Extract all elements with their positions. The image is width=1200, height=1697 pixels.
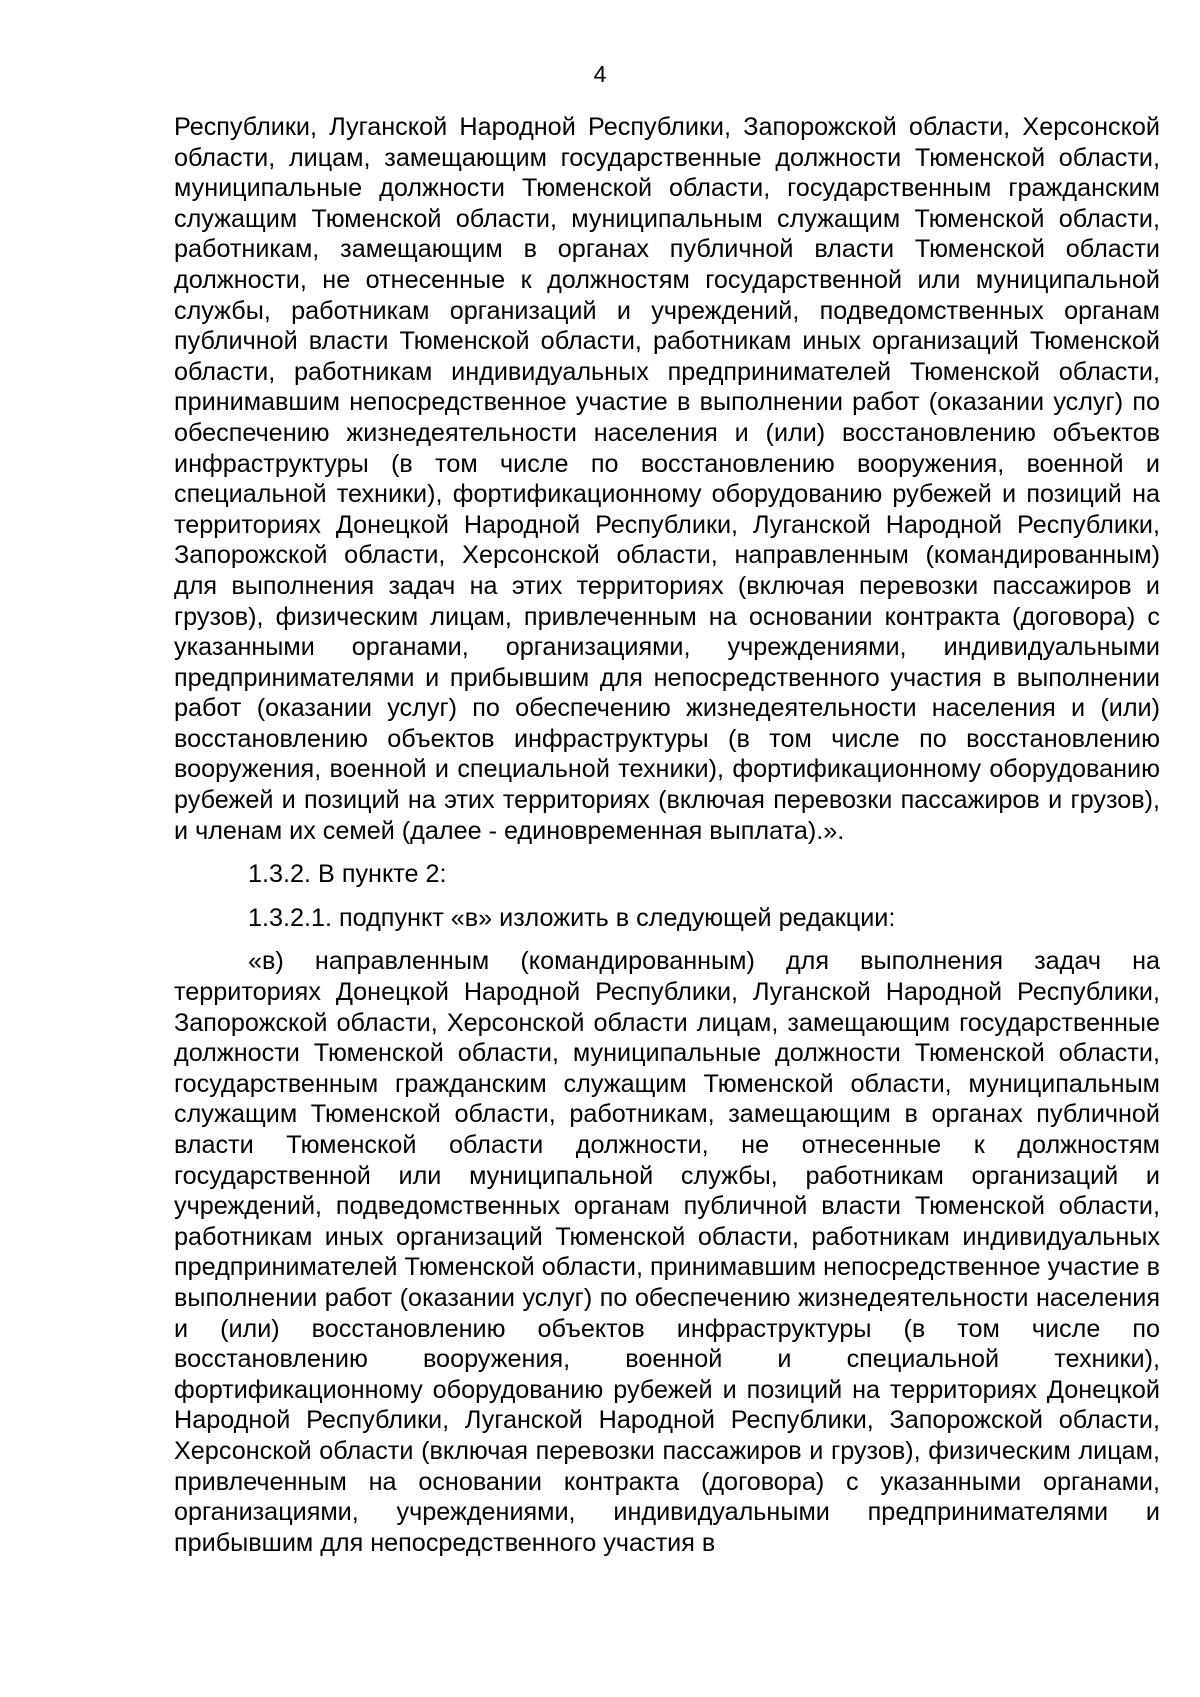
paragraph-clause-1-3-2-1: 1.3.2.1. подпункт «в» изложить в следующей редакции: (248, 903, 896, 932)
document-body (174, 112, 1160, 1558)
page-number: 4 (593, 61, 607, 87)
paragraph-clause-1-3-2: 1.3.2. В пункте 2: (248, 860, 447, 889)
paragraph-continuation: Республики, Луганской Народной Республики, Запорожской области, Херсонской области, лицам, замещающим государственные должности Тюменской области, муниципальные должности Тюменской области, государственным гражданским служащим Тюменской области, муниципальным служащим Тюменской области, работникам, замещающим в органах публичной власти Тюменской области должности, не отнесенные к должностям государственной или муниципальной службы, работникам организаций и учреждений, подведомственных органам публичной власти Тюменской области, работникам иных организаций Тюменской области, работникам индивидуальных предпринимателей Тюменской области, принимавшим непосредственное участие в выполнении работ (оказании услуг) по обеспечению жизнедеятельности населения и (или) восстановлению объектов инфраструктуры (в том числе по восстановлению вооружения, военной и специальной техники), фортификационному оборудованию рубежей и позиций на территориях Донецкой Народной Республики, Луганской Народной Республики, Запорожской области, Херсонской области, направленным (командированным) для выполнения задач на этих территориях (включая перевозки пассажиров и грузов), физическим лицам, привлеченным на основании контракта (договора) с указанными органами, организациями, учреждениями, индивидуальными предпринимателями и прибывшим для непосредственного участия в выполнении работ (оказании услуг) по обеспечению жизнедеятельности населения и (или) восстановлению объектов инфраструктуры (в том числе по восстановлению вооружения, военной и специальной техники), фортификационному оборудованию рубежей и позиций на этих территориях (включая перевозки пассажиров и грузов), и членам их семей (далее - единовременная выплата).». (174, 113, 1160, 845)
paragraph-subclause-v: «в) направленным (командированным) для выполнения задач на территориях Донецкой Народной Республики, Луганской Народной Республики, Запорожской области, Херсонской области лицам, замещающим государственные должности Тюменской области, муниципальные должности Тюменской области, государственным гражданским служащим Тюменской области, муниципальным служащим Тюменской области, работникам, замещающим в органах публичной власти Тюменской области должности, не отнесенные к должностям государственной или муниципальной службы, работникам организаций и учреждений, подведомственных органам публичной власти Тюменской области, работникам иных организаций Тюменской области, работникам индивидуальных предпринимателей Тюменской области, принимавшим непосредственное участие в выполнении работ (оказании услуг) по обеспечению жизнедеятельности населения и (или) восстановлению объектов инфраструктуры (в том числе по восстановлению вооружения, военной и специальной техники), фортификационному оборудованию рубежей и позиций на территориях Донецкой Народной Республики, Луганской Народной Республики, Запорожской области, Херсонской области (включая перевозки пассажиров и грузов), физическим лицам, привлеченным на основании контракта (договора) с указанными органами, организациями, учреждениями, индивидуальными предпринимателями и прибывшим для непосредственного участия в (174, 947, 1160, 1557)
